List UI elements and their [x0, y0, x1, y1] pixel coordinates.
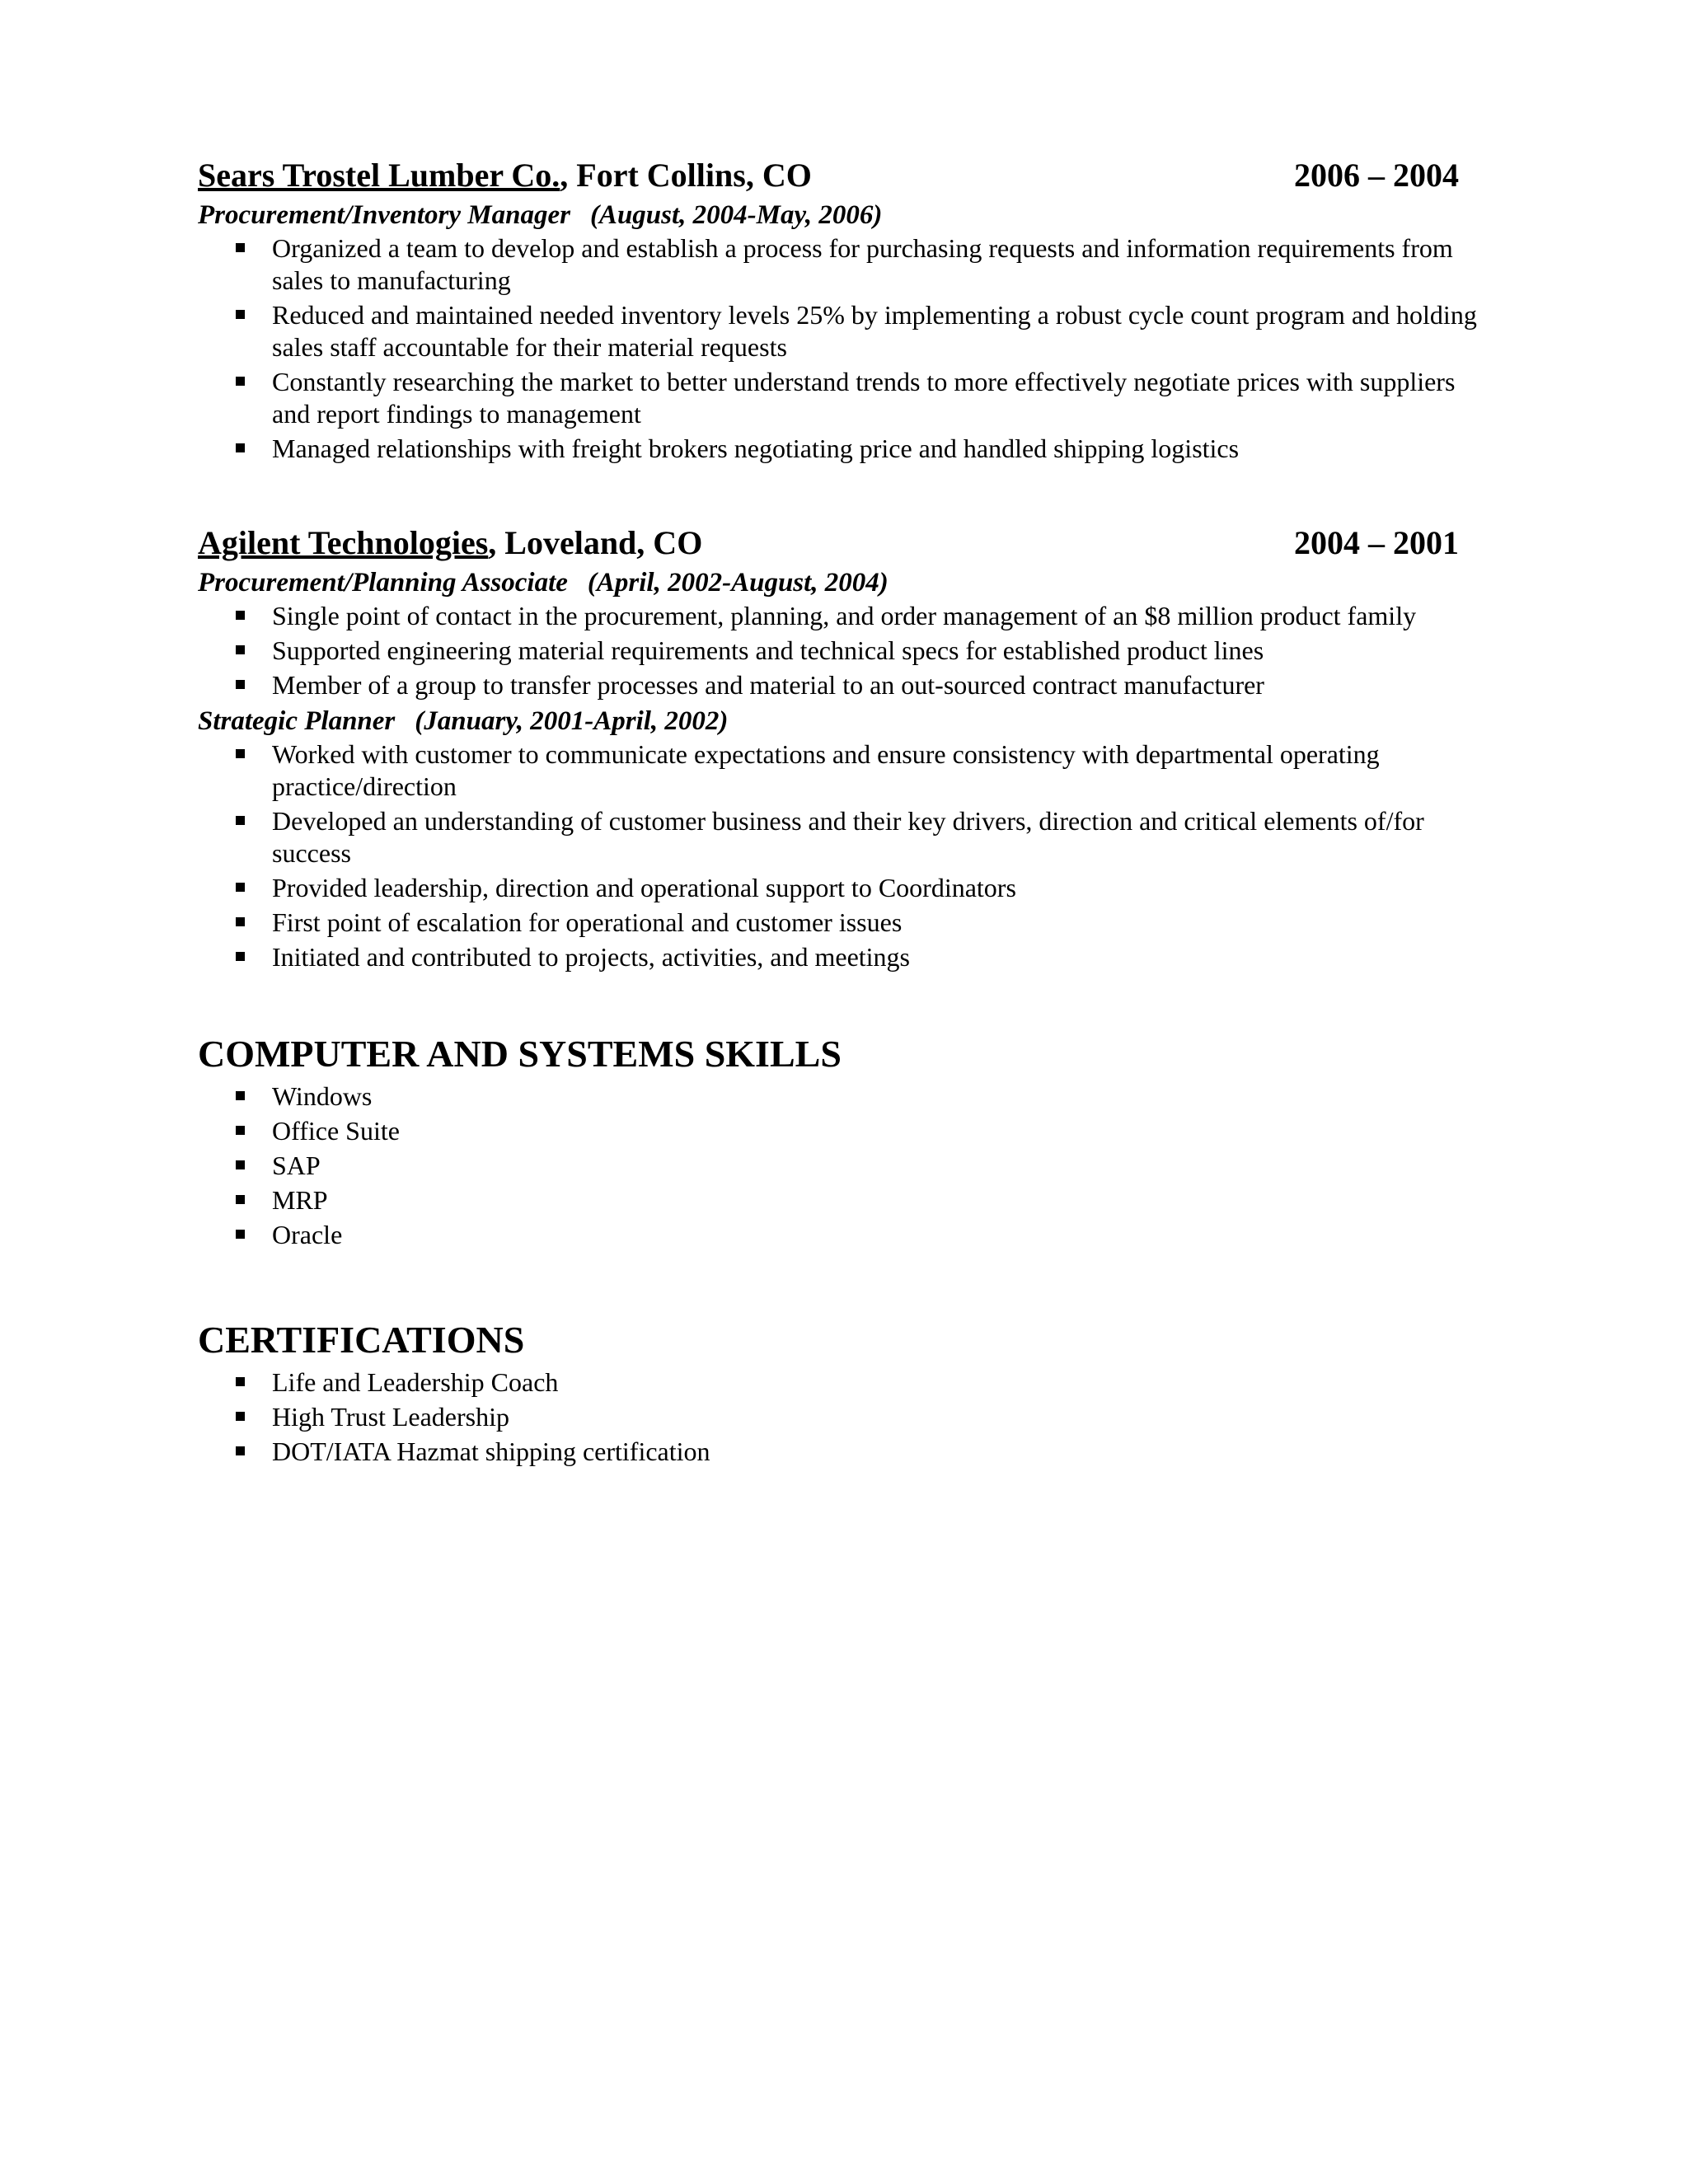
bullet-text: Single point of contact in the procurement, planning, and order management of an $8 million product family	[272, 601, 1417, 630]
certification-text: High Trust Leadership	[272, 1402, 509, 1432]
bullet-square-icon	[236, 310, 245, 319]
list-item	[198, 600, 1484, 632]
role-title-line	[198, 198, 1484, 232]
job-entry-agilent	[198, 523, 1484, 973]
company-name: Sears Trostel Lumber Co.	[198, 157, 560, 194]
resume-content	[198, 155, 1484, 1534]
bullet-text: Worked with customer to communicate expectations and ensure consistency with departmental operating practice/direction	[272, 739, 1380, 801]
company-location: , Loveland, CO	[488, 524, 703, 561]
bullet-square-icon	[236, 1091, 245, 1100]
skill-text: Windows	[272, 1081, 373, 1111]
bullet-square-icon	[236, 443, 245, 452]
list-item	[198, 1401, 1484, 1433]
bullet-square-icon	[236, 749, 245, 758]
list-item	[198, 366, 1484, 430]
list-item	[198, 669, 1484, 701]
skill-text: SAP	[272, 1151, 321, 1180]
role-title: Strategic Planner	[198, 706, 396, 736]
list-item	[198, 232, 1484, 297]
bullet-text: Member of a group to transfer processes and material to an out-sourced contract manufacturer	[272, 670, 1264, 700]
job-entry-sears	[198, 155, 1484, 465]
bullet-square-icon	[236, 1160, 245, 1169]
job-company-location	[198, 155, 812, 196]
role-title-line	[198, 704, 1484, 738]
list-item	[198, 1150, 1484, 1182]
bullet-text: Constantly researching the market to better understand trends to more effectively negotiate prices with suppliers and report findings to management	[272, 367, 1456, 429]
certification-text: Life and Leadership Coach	[272, 1367, 559, 1397]
bullet-square-icon	[236, 611, 245, 620]
role-dates: (April, 2002-August, 2004)	[587, 568, 889, 598]
bullet-text: Supported engineering material requirements and technical specs for established product lines	[272, 635, 1264, 665]
role-title: Procurement/Planning Associate	[198, 568, 568, 598]
bullet-text: Managed relationships with freight brokers negotiating price and handled shipping logistics	[272, 434, 1240, 463]
list-item	[198, 805, 1484, 869]
bullet-square-icon	[236, 1377, 245, 1386]
skill-text: Office Suite	[272, 1116, 400, 1146]
bullet-square-icon	[236, 816, 245, 825]
bullet-square-icon	[236, 645, 245, 654]
company-name: Agilent Technologies	[198, 524, 489, 561]
list-item	[198, 1184, 1484, 1216]
section-heading-certifications: CERTIFICATIONS	[198, 1319, 525, 1361]
list-item	[198, 433, 1484, 465]
job-header	[198, 523, 1459, 564]
bullet-square-icon	[236, 1230, 245, 1239]
company-location: , Fort Collins, CO	[560, 157, 812, 194]
section-heading-skills: COMPUTER AND SYSTEMS SKILLS	[198, 1033, 842, 1075]
bullet-square-icon	[236, 377, 245, 386]
certifications-list	[198, 1366, 1484, 1468]
skill-text: Oracle	[272, 1220, 343, 1249]
list-item	[198, 1080, 1484, 1113]
role-bullet-list	[198, 600, 1484, 701]
bullet-square-icon	[236, 1446, 245, 1455]
job-years: 2006 – 2004	[1294, 157, 1459, 194]
list-item	[198, 1436, 1484, 1468]
role-dates: (August, 2004-May, 2006)	[589, 200, 883, 230]
role-title-line	[198, 565, 1484, 600]
role-bullet-list	[198, 738, 1484, 973]
bullet-text: First point of escalation for operational and customer issues	[272, 907, 903, 937]
bullet-square-icon	[236, 1412, 245, 1421]
role-bullet-list	[198, 232, 1484, 465]
bullet-square-icon	[236, 243, 245, 252]
job-company-location	[198, 523, 702, 564]
bullet-square-icon	[236, 680, 245, 689]
certification-text: DOT/IATA Hazmat shipping certification	[272, 1436, 710, 1466]
list-item	[198, 738, 1484, 803]
list-item	[198, 299, 1484, 363]
list-item	[198, 941, 1484, 973]
bullet-text: Initiated and contributed to projects, activities, and meetings	[272, 942, 910, 972]
role-title: Procurement/Inventory Manager	[198, 200, 570, 230]
skill-text: MRP	[272, 1185, 328, 1215]
skills-list	[198, 1080, 1484, 1251]
bullet-text: Organized a team to develop and establish a process for purchasing requests and information requirements from sales to manufacturing	[272, 233, 1453, 295]
list-item	[198, 1115, 1484, 1147]
bullet-square-icon	[236, 952, 245, 961]
bullet-text: Provided leadership, direction and operational support to Coordinators	[272, 873, 1016, 902]
bullet-square-icon	[236, 917, 245, 926]
certifications-section	[198, 1317, 1484, 1468]
role-dates: (January, 2001-April, 2002)	[415, 706, 729, 736]
bullet-text: Reduced and maintained needed inventory levels 25% by implementing a robust cycle count program and holding sales staff accountable for their material requests	[272, 300, 1477, 362]
list-item	[198, 1219, 1484, 1251]
bullet-square-icon	[236, 1126, 245, 1135]
bullet-square-icon	[236, 883, 245, 892]
list-item	[198, 907, 1484, 939]
list-item	[198, 1366, 1484, 1399]
list-item	[198, 635, 1484, 667]
bullet-square-icon	[236, 1195, 245, 1204]
skills-section	[198, 1031, 1484, 1251]
job-years: 2004 – 2001	[1294, 524, 1459, 561]
list-item	[198, 872, 1484, 904]
job-header	[198, 155, 1459, 196]
bullet-text: Developed an understanding of customer business and their key drivers, direction and critical elements of/for success	[272, 806, 1424, 868]
